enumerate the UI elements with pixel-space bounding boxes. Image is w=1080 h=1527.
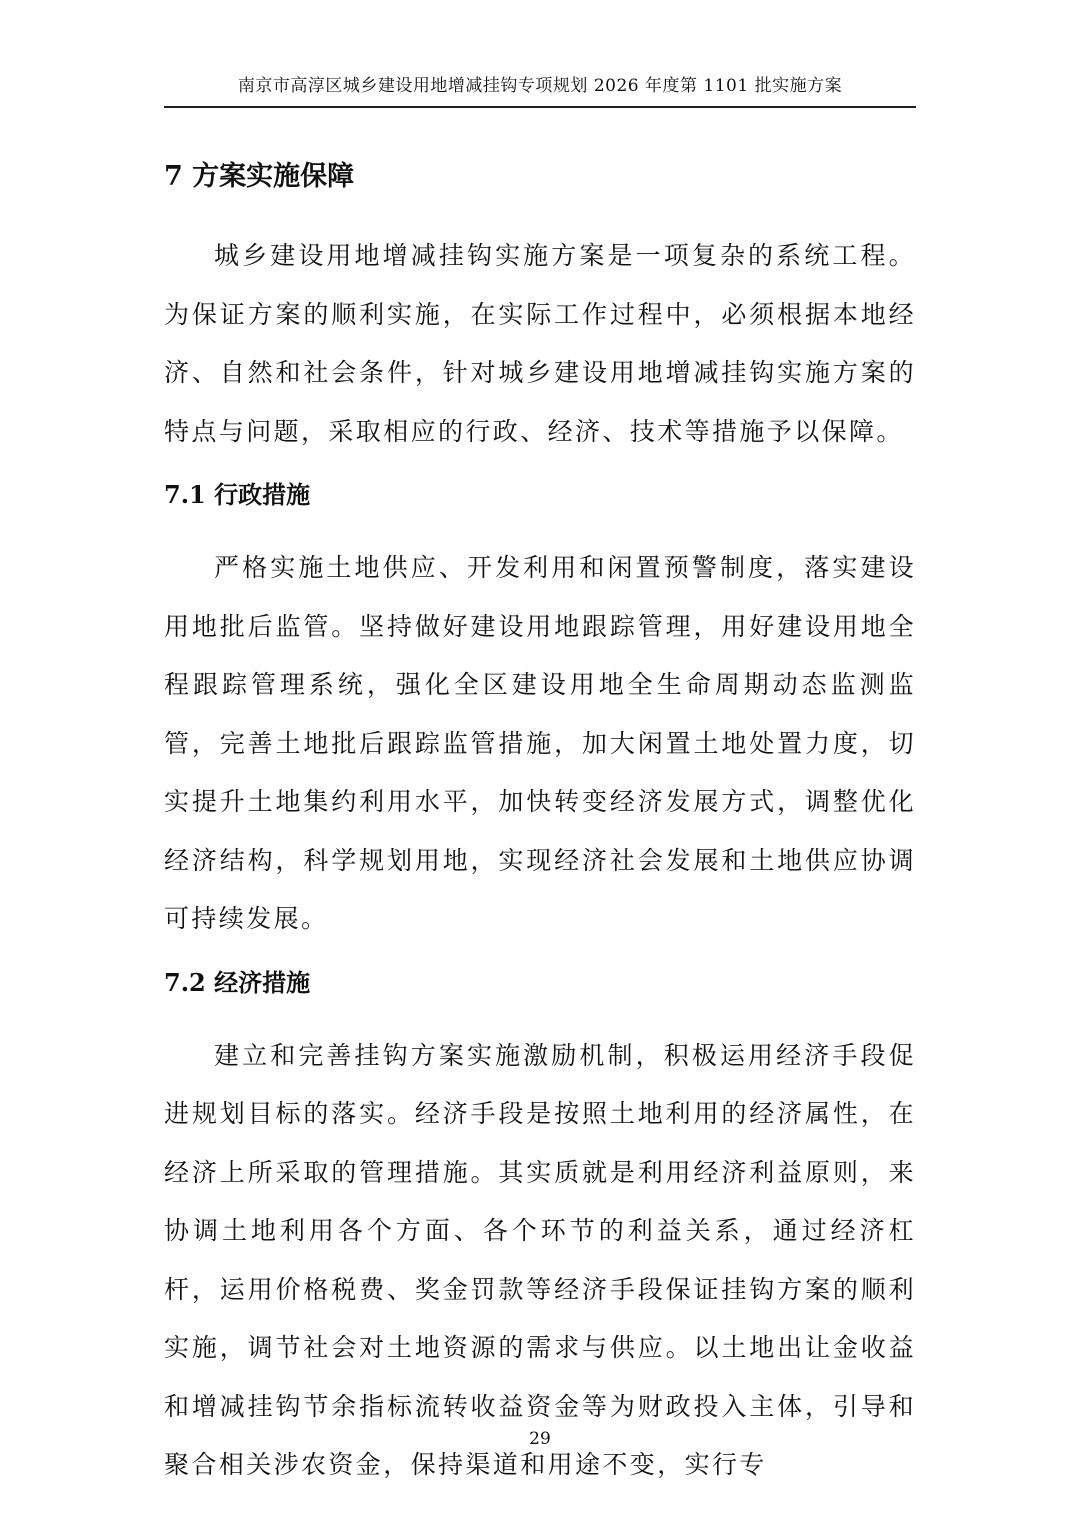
running-header: 南京市高淳区城乡建设用地增减挂钩专项规划 2026 年度第 1101 批实施方案 [237,76,843,96]
section-heading-7-2: 7.2 经济措施 [164,967,311,997]
page-number: 29 [529,1429,551,1449]
section-heading-7: 7 方案实施保障 [164,161,355,192]
section-7-paragraph: 城乡建设用地增减挂钩实施方案是一项复杂的系统工程。为保证方案的顺利实施，在实际工作过程中，必须根据本地经济、自然和社会条件，针对城乡建设用地增减挂钩实施方案的特点与问题，采取相应的行政、经济、技术等措施予以保障。 [164,241,916,446]
document-body [164,145,916,1495]
section-7-1-paragraph: 严格实施土地供应、开发利用和闲置预警制度，落实建设用地批后监管。坚持做好建设用地跟踪管理，用好建设用地全程跟踪管理系统，强化全区建设用地全生命周期动态监测监管，完善土地批后跟踪监管措施，加大闲置土地处置力度，切实提升土地集约利用水平，加快转变经济发展方式，调整优化经济结构，科学规划用地，实现经济社会发展和土地供应协调可持续发展。 [164,553,916,933]
section-heading-7-1: 7.1 行政措施 [164,480,311,509]
section-7-2-paragraph: 建立和完善挂钩方案实施激励机制，积极运用经济手段促进规划目标的落实。经济手段是按照土地利用的经济属性，在经济上所采取的管理措施。其实质就是利用经济利益原则，来协调土地利用各个方面、各个环节的利益关系，通过经济杠杆，运用价格税费、奖金罚款等经济手段保证挂钩方案的顺利实施，调节社会对土地资源的需求与供应。以土地出让金收益和增减挂钩节余指标流转收益资金等为财政投入主体，引导和聚合相关涉农资金，保持渠道和用途不变，实行专 [164,1040,916,1479]
header-rule [164,106,916,108]
